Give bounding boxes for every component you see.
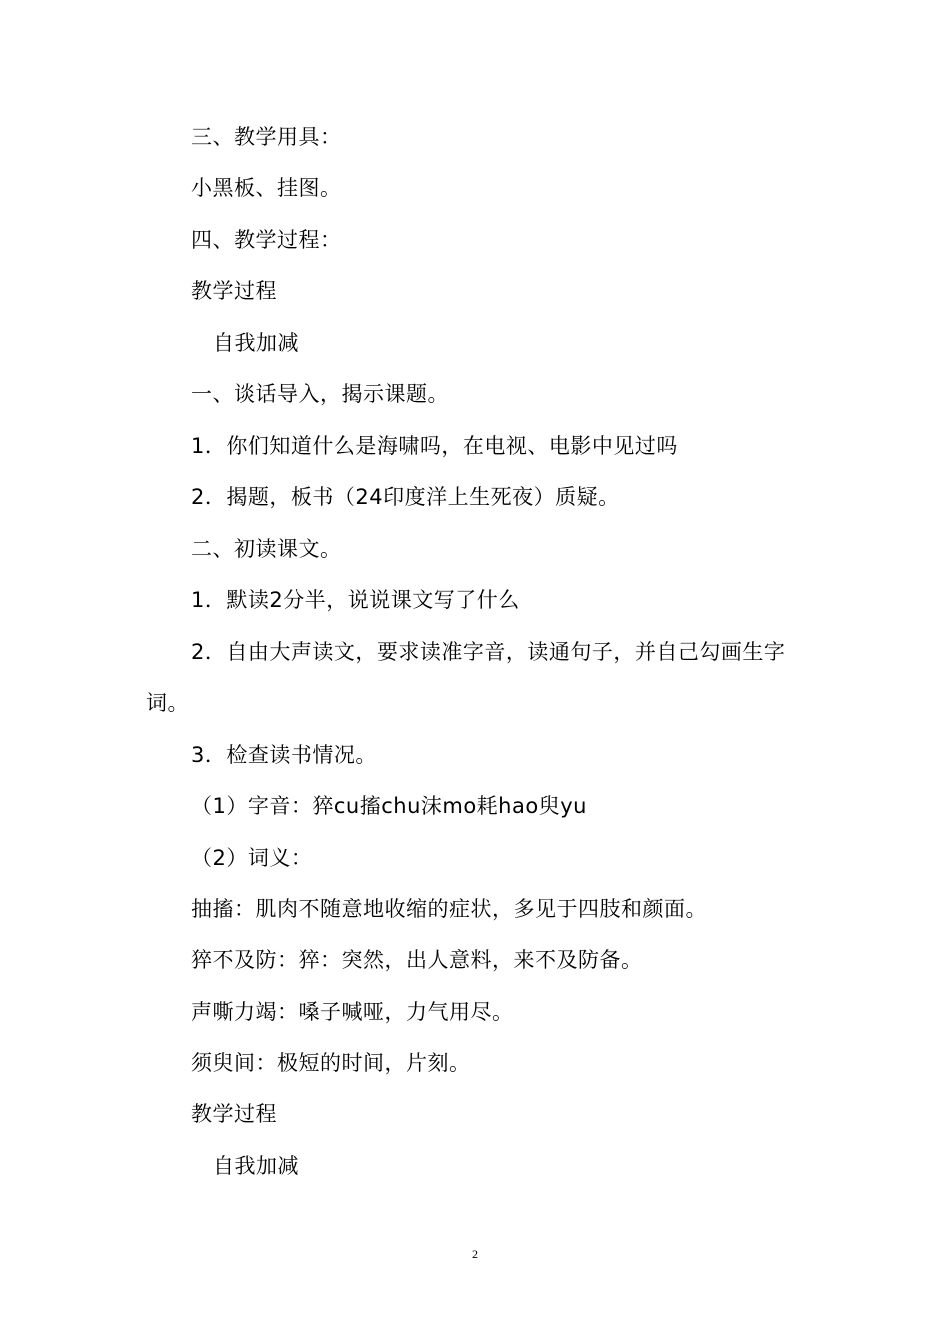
paragraph-tools-list: 小黑板、挂图。	[191, 176, 342, 200]
sub-item-pronunciation: （1）字音：猝cu搐chu沫mo耗hao臾yu	[191, 794, 587, 818]
section-heading-teaching-process: 四、教学过程：	[191, 228, 342, 252]
list-item-tsunami-question: 1．你们知道什么是海啸吗，在电视、电影中见过吗	[191, 434, 678, 458]
label-self-adjust: 自我加减	[213, 331, 299, 355]
definition-cubujifang: 猝不及防：猝：突然，出人意料，来不及防备。	[191, 948, 643, 972]
list-item-read-aloud-continued: 词。	[146, 691, 189, 715]
list-item-reveal-title: 2．揭题，板书（24印度洋上生死夜）质疑。	[191, 485, 620, 509]
label-teaching-process-2: 教学过程	[191, 1102, 277, 1126]
list-item-check-reading: 3．检查读书情况。	[191, 743, 377, 767]
definition-shengsilijie: 声嘶力竭：嗓子喊哑，力气用尽。	[191, 1000, 514, 1024]
list-item-read-aloud: 2．自由大声读文，要求读准字音，读通句子，并自己勾画生字	[191, 640, 786, 664]
list-item-silent-reading: 1．默读2分半，说说课文写了什么	[191, 588, 520, 612]
sub-item-word-meaning: （2）词义：	[191, 846, 313, 870]
definition-xuyujian: 须臾间：极短的时间，片刻。	[191, 1051, 471, 1075]
label-teaching-process: 教学过程	[191, 279, 277, 303]
section-heading-teaching-tools: 三、教学用具：	[191, 125, 342, 149]
definition-chouchu: 抽搐：肌肉不随意地收缩的症状，多见于四肢和颜面。	[191, 897, 707, 921]
step-heading-first-reading: 二、初读课文。	[191, 537, 342, 561]
step-heading-introduction: 一、谈话导入，揭示课题。	[191, 382, 449, 406]
page-number: 2	[472, 1247, 478, 1261]
label-self-adjust-2: 自我加减	[213, 1154, 299, 1178]
